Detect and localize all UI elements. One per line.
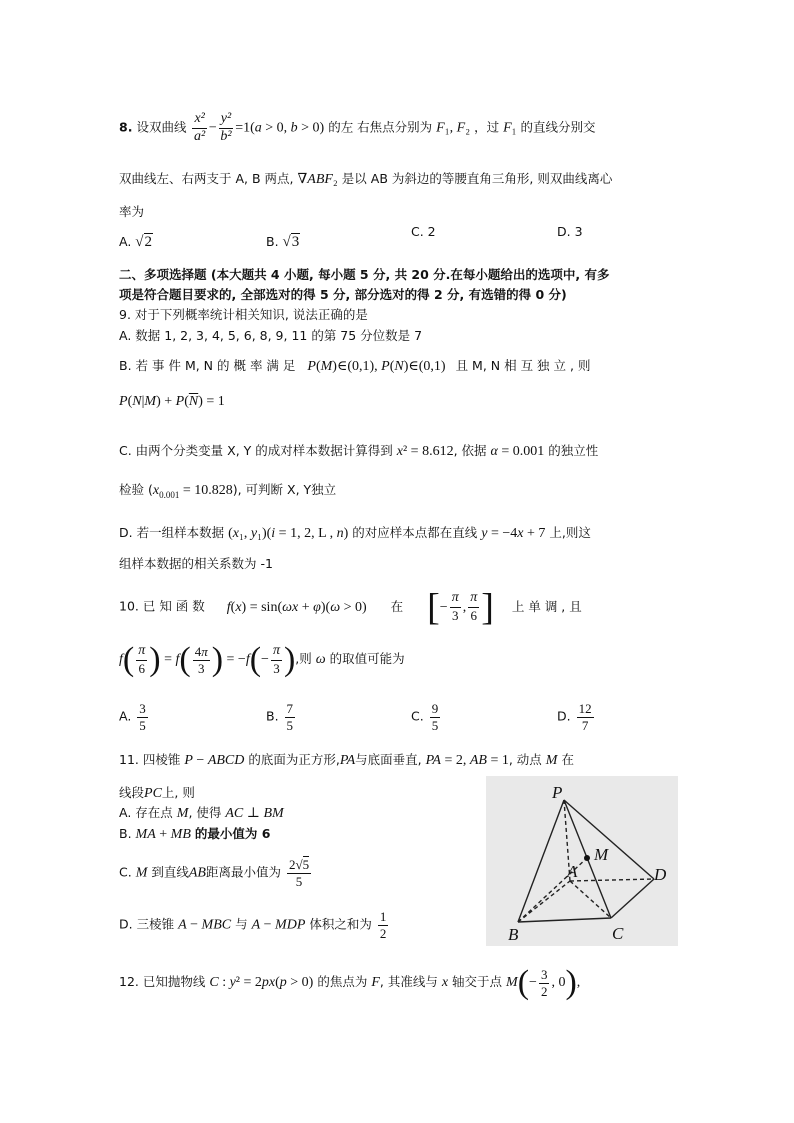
q12-line1: 12. 已知抛物线 C : y² = 2px(p > 0) 的焦点为 F, 其准线与 x 轴交于点 M(− $\frac{3}{2}$ , 0),	[119, 964, 581, 1001]
math-perp: AC ⊥ BM	[225, 806, 284, 821]
fraction: $\frac{9}{5}$	[431, 701, 439, 733]
q11-option-d	[119, 910, 390, 940]
q11-option-b	[119, 827, 270, 843]
q10-line1	[119, 588, 582, 626]
math-sum: MA + MB	[135, 827, 191, 842]
q10-text: 10. 已 知 函 数	[119, 598, 205, 614]
q11-option-a: A. 存在点 M, 使得 AC ⊥ BM	[119, 805, 284, 821]
q9-option-c-line1	[119, 444, 598, 460]
math-sqrt3: √3	[282, 234, 300, 250]
q9-text: 且 M, N 相 互 独 立 , 则	[455, 358, 591, 373]
q11-text: 距离最小值为	[205, 864, 281, 880]
q12-text: 的焦点为	[317, 974, 368, 990]
math-parabola: C : y² = 2px(p > 0)	[209, 975, 314, 991]
math-triangle-abf2: ∇ABF₂	[297, 172, 338, 187]
q8-text: 设双曲线	[136, 119, 187, 135]
q10-option-b	[266, 702, 297, 732]
q9-option-c-line2	[119, 483, 336, 500]
q11-text: D. 三棱锥	[119, 916, 175, 932]
fig-label-a: A	[567, 862, 578, 881]
section2-line2: 项是符合题目要求的, 全部选对的得 5 分, 部分选对的得 2 分, 有选错的得 0 分)	[119, 287, 567, 302]
q10-text: ,则	[295, 651, 312, 667]
option-label: C.	[411, 708, 424, 724]
q8-text: 的左 右焦点分别为	[328, 119, 433, 135]
math-half: $\frac{1}{2}$	[379, 909, 387, 941]
math-interval: [− $\frac{\pi}{3}$ , $\frac{\pi}{6}$ ]	[427, 586, 494, 628]
q8-option-a	[119, 234, 153, 251]
q11-text: 到直线	[151, 864, 189, 880]
q10-text: 的取值可能为	[329, 651, 405, 667]
q12-text: , 其准线与	[379, 974, 438, 990]
q11-text: , 动点	[508, 752, 542, 767]
q9-text: C. 由两个分类变量 X, Y 的成对样本数据计算得到	[119, 443, 393, 458]
math-sample-points: (x₁, y₁)(i = 1, 2, L , n)	[228, 526, 349, 541]
q8-line2	[119, 172, 612, 188]
q9-stem: 9. 对于下列概率统计相关知识, 说法正确的是	[119, 307, 368, 322]
q10-line2	[119, 643, 405, 677]
option-label: A.	[119, 234, 132, 249]
math-f1f2: F	[436, 120, 445, 136]
q10-option-c	[411, 702, 442, 732]
q8-text: 双曲线左、右两支于 A, B 两点,	[119, 171, 294, 186]
q10-text: 在	[390, 598, 404, 614]
q11-line1: 11. 四棱锥 P − ABCD 的底面为正方形,PA与底面垂直, PA = 2, AB = 1, 动点 M 在	[119, 752, 574, 768]
math-sqrt2: √2	[135, 234, 153, 250]
q10-text: 上 单 调 , 且	[511, 598, 582, 614]
q8-option-b	[266, 234, 300, 251]
fig-label-m: M	[594, 845, 609, 864]
fig-label-c: C	[612, 924, 624, 943]
q9-option-d-line1	[119, 526, 591, 542]
q11-text: C.	[119, 864, 132, 880]
q9-option-a: A. 数据 1, 2, 3, 4, 5, 6, 8, 9, 11 的第 75 分位数是 7	[119, 328, 423, 343]
math-point-m: M(− $\frac{3}{2}$ , 0),	[506, 964, 581, 1001]
q9-text: 上,则这	[549, 525, 591, 540]
math-pm-pn: P(M)∈(0,1), P(N)∈(0,1)	[307, 359, 446, 374]
math-x2-over-a2: $\frac{\text{x²}}{\text{a²}}$	[194, 111, 206, 144]
math-lengths: PA = 2, AB = 1	[425, 753, 509, 768]
q11-text: 的最小值为 6	[194, 826, 271, 841]
q11-text: A. 存在点	[119, 805, 173, 820]
option-label: A.	[119, 708, 132, 724]
q9-option-b-line2	[119, 394, 225, 410]
q9-text: 的对应样本点都在直线	[352, 525, 478, 540]
q11-text: 与底面垂直,	[355, 752, 422, 767]
option-label: B.	[266, 708, 279, 724]
q8-option-d: D. 3	[557, 224, 583, 239]
q11-text: 线段	[119, 785, 145, 800]
math-alpha: α = 0.001	[490, 444, 545, 459]
q11-text: , 使得	[188, 805, 222, 820]
fraction: $\frac{12}{7}$	[578, 701, 592, 733]
math-y2-over-b2: $\frac{\text{y²}}{\text{b²}}$	[220, 111, 232, 144]
q10-option-a	[119, 702, 150, 732]
math-hyperbola-cond: =1(a > 0, b > 0)	[235, 120, 325, 136]
q9-text: , 依据	[453, 443, 487, 458]
q8-line1: 8. 设双曲线 $\frac{\text{x²}}{\text{a²}}$ − $\frac{\text{y²}}{\text{b²}}$ =1(a > 0, b > 0) 的左 右焦点分别为 F₁, F₂ ，过 F₁ 的直线分别交	[119, 111, 596, 144]
q8-option-c: C. 2	[411, 224, 436, 239]
q11-text: 在	[561, 752, 574, 767]
fig-label-b: B	[508, 925, 519, 944]
q11-text: 上, 则	[161, 785, 195, 800]
math-f-values: f( $\frac{\pi}{6}$ ) = f( $\frac{4\pi}{3}$ ) = −f(− $\frac{\pi}{3}$ )	[119, 641, 296, 678]
q11-text: 的底面为正方形,	[248, 752, 340, 767]
q10-option-d	[557, 702, 596, 732]
section2-line1: 二、多项选择题 (本大题共 4 小题, 每小题 5 分, 共 20 分.在每小题给出的选项中, 有多	[119, 267, 610, 282]
q9-option-d-line2: 组样本数据的相关系数为 -1	[119, 556, 273, 571]
math-line-eq: y = −4x + 7	[481, 526, 546, 541]
pyramid-diagram	[486, 776, 678, 946]
math-tetra2: A − MDP	[251, 917, 306, 933]
math-conditional-prob: $P(N|M) + P(\overline{N}) = 1$	[119, 394, 225, 409]
math-2sqrt5-over-5: $\frac{2√5}{5}$	[288, 857, 310, 889]
q8-text: 的直线分别交	[520, 119, 596, 135]
q12-text: 12. 已知抛物线	[119, 974, 206, 990]
math-tetra1: A − MBC	[178, 917, 232, 933]
q8-text: ，过	[474, 119, 500, 135]
q9-option-b-line1	[119, 359, 590, 375]
fig-label-d: D	[654, 865, 667, 884]
math-sin-func: f(x) = sin(ωx + φ)(ω > 0)	[226, 599, 367, 615]
option-label: D.	[557, 708, 571, 724]
q9-text: ), 可判断 X, Y独立	[232, 482, 337, 497]
math-critical-value: $x_{0.001} = 10.828$	[152, 483, 233, 500]
q9-text: B. 若 事 件 M, N 的 概 率 满 足	[119, 358, 296, 373]
fig-label-p: P	[552, 783, 563, 802]
math-pyramid: P − ABCD	[184, 753, 245, 768]
pyramid-figure	[486, 776, 678, 946]
q9-text: 检验 (	[119, 482, 153, 497]
q8-text: 率为	[119, 204, 145, 219]
q9-text: 的独立性	[548, 443, 599, 458]
q11-line2: 线段PC上, 则	[119, 785, 195, 801]
q9-text: D. 若一组样本数据	[119, 525, 225, 540]
q8-line3	[119, 205, 144, 219]
fraction: $\frac{7}{5}$	[286, 701, 294, 733]
q11-text: 与	[235, 916, 248, 932]
q8-number: 8.	[119, 119, 133, 135]
q11-text: 11. 四棱锥	[119, 752, 181, 767]
math-omega: ω	[315, 652, 326, 668]
math-chi2: x² = 8.612	[396, 444, 454, 459]
q11-option-c: C. M 到直线AB距离最小值为 $\frac{2√5}{5}$	[119, 857, 310, 889]
q11-text: B.	[119, 826, 132, 841]
q12-text: 轴交于点	[452, 974, 503, 990]
option-label: B.	[266, 234, 279, 249]
q11-text: 体积之和为	[309, 916, 372, 932]
q8-text: 是以 AB 为斜边的等腰直角三角形, 则双曲线离心	[341, 171, 613, 186]
fraction: $\frac{3}{5}$	[139, 701, 146, 733]
